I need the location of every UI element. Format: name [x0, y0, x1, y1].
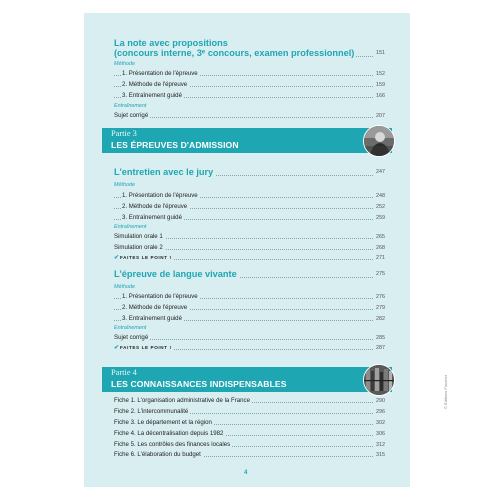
page-ref: 275	[374, 269, 385, 280]
section-title-entretien: L'entretien avec le jury	[114, 167, 214, 177]
toc-row-fiche	[114, 451, 385, 459]
page-ref: 296	[376, 409, 385, 415]
entry-label: 1. Présentation de l'épreuve	[122, 293, 198, 300]
toc-row-entretien	[114, 167, 385, 178]
toc-row	[114, 293, 385, 301]
entry-label: Fiche 6. L'élaboration du budget	[114, 451, 201, 458]
toc-row-fiche	[114, 430, 385, 438]
toc-row-langue	[114, 269, 385, 280]
section-title-langue: L'épreuve de langue vivante	[114, 269, 237, 279]
page-ref: 268	[376, 245, 385, 251]
copyright-notice: © Éditions Foucher	[443, 374, 448, 409]
section-title-note-line2: (concours interne, 3ᵉ concours, examen professionnel)	[114, 48, 355, 58]
toc-row-fiche	[114, 441, 385, 449]
entry-label: Fiche 4. La décentralisation depuis 1982	[114, 430, 224, 437]
page-ref: 287	[376, 345, 385, 351]
partie-title: LES ÉPREUVES D'ADMISSION	[111, 140, 239, 150]
entry-label: Simulation orale 2	[114, 244, 163, 251]
entrainement-label: Entraînement	[114, 325, 147, 331]
page-ref: 302	[376, 420, 385, 426]
partie-4-band	[102, 367, 392, 392]
toc-row	[114, 214, 385, 222]
toc-row-note	[114, 48, 385, 59]
entry-label: 3. Entraînement guidé	[122, 315, 182, 322]
page-ref: 279	[376, 305, 385, 311]
page-ref: 247	[374, 167, 385, 178]
toc-row-faites	[114, 344, 385, 352]
page-ref: 290	[376, 398, 385, 404]
entry-label: 1. Présentation de l'épreuve	[122, 70, 198, 77]
toc-row	[114, 70, 385, 78]
page-ref: 152	[376, 71, 385, 77]
entrainement-label: Entraînement	[114, 103, 147, 109]
faites-le-point-label: FAITES LE POINT !	[120, 345, 172, 350]
leader-dots	[114, 117, 385, 118]
toc-row	[114, 203, 385, 211]
toc-row	[114, 233, 385, 241]
toc-row	[114, 81, 385, 89]
methode-label: Méthode	[114, 182, 135, 188]
toc-row	[114, 315, 385, 323]
toc-row	[114, 112, 385, 120]
toc-page	[84, 13, 410, 487]
page-ref: 248	[376, 193, 385, 199]
entry-label: Fiche 1. L'organisation administrative de la France	[114, 397, 250, 404]
page-ref: 252	[376, 204, 385, 210]
toc-row	[114, 244, 385, 252]
toc-row-fiche	[114, 419, 385, 427]
partie-label: Partie 4	[111, 368, 137, 377]
entrainement-label: Entraînement	[114, 224, 147, 230]
entry-label: 2. Méthode de l'épreuve	[122, 203, 188, 210]
entry-label: Fiche 3. Le département et la région	[114, 419, 212, 426]
checkmark-icon: ✔	[114, 345, 120, 351]
toc-row	[114, 334, 385, 342]
entry-label: 2. Méthode de l'épreuve	[122, 304, 188, 311]
methode-label: Méthode	[114, 284, 135, 290]
entry-label: Sujet corrigé	[114, 334, 149, 341]
page-ref: 271	[376, 255, 385, 261]
entry-label: Fiche 2. L'intercommunalité	[114, 408, 189, 415]
page-ref: 306	[376, 431, 385, 437]
partie-photo	[363, 125, 395, 157]
toc-row	[114, 192, 385, 200]
toc-row-faites	[114, 254, 385, 262]
page-ref: 207	[376, 113, 385, 119]
partie-3-band	[102, 128, 392, 153]
partie-label: Partie 3	[111, 129, 137, 138]
methode-label: Méthode	[114, 61, 135, 67]
toc-row-fiche	[114, 408, 385, 416]
entry-label: 3. Entraînement guidé	[122, 214, 182, 221]
section-title-note: La note avec propositions	[114, 38, 228, 48]
entry-label: Simulation orale 1	[114, 233, 163, 240]
toc-row	[114, 304, 385, 312]
toc-row-fiche	[114, 397, 385, 405]
entry-label: 3. Entraînement guidé	[122, 92, 182, 99]
page-ref: 265	[376, 234, 385, 240]
page-ref: 159	[376, 82, 385, 88]
faites-le-point-label: FAITES LE POINT !	[120, 255, 172, 260]
page-ref: 282	[376, 316, 385, 322]
leader-dots	[114, 339, 385, 340]
entry-label: Fiche 5. Les contrôles des finances locales	[114, 441, 231, 448]
checkmark-icon: ✔	[114, 255, 120, 261]
page-ref: 151	[374, 48, 385, 59]
entry-label: 2. Méthode de l'épreuve	[122, 81, 188, 88]
page-number: 4	[244, 470, 248, 476]
page-ref: 285	[376, 335, 385, 341]
toc-row	[114, 92, 385, 100]
entry-label: Sujet corrigé	[114, 112, 149, 119]
page-ref: 312	[376, 442, 385, 448]
page-ref: 166	[376, 93, 385, 99]
page-ref: 276	[376, 294, 385, 300]
partie-photo	[363, 364, 395, 396]
partie-title: LES CONNAISSANCES INDISPENSABLES	[111, 379, 287, 389]
entry-label: 1. Présentation de l'épreuve	[122, 192, 198, 199]
page-ref: 315	[376, 452, 385, 458]
page-ref: 259	[376, 215, 385, 221]
